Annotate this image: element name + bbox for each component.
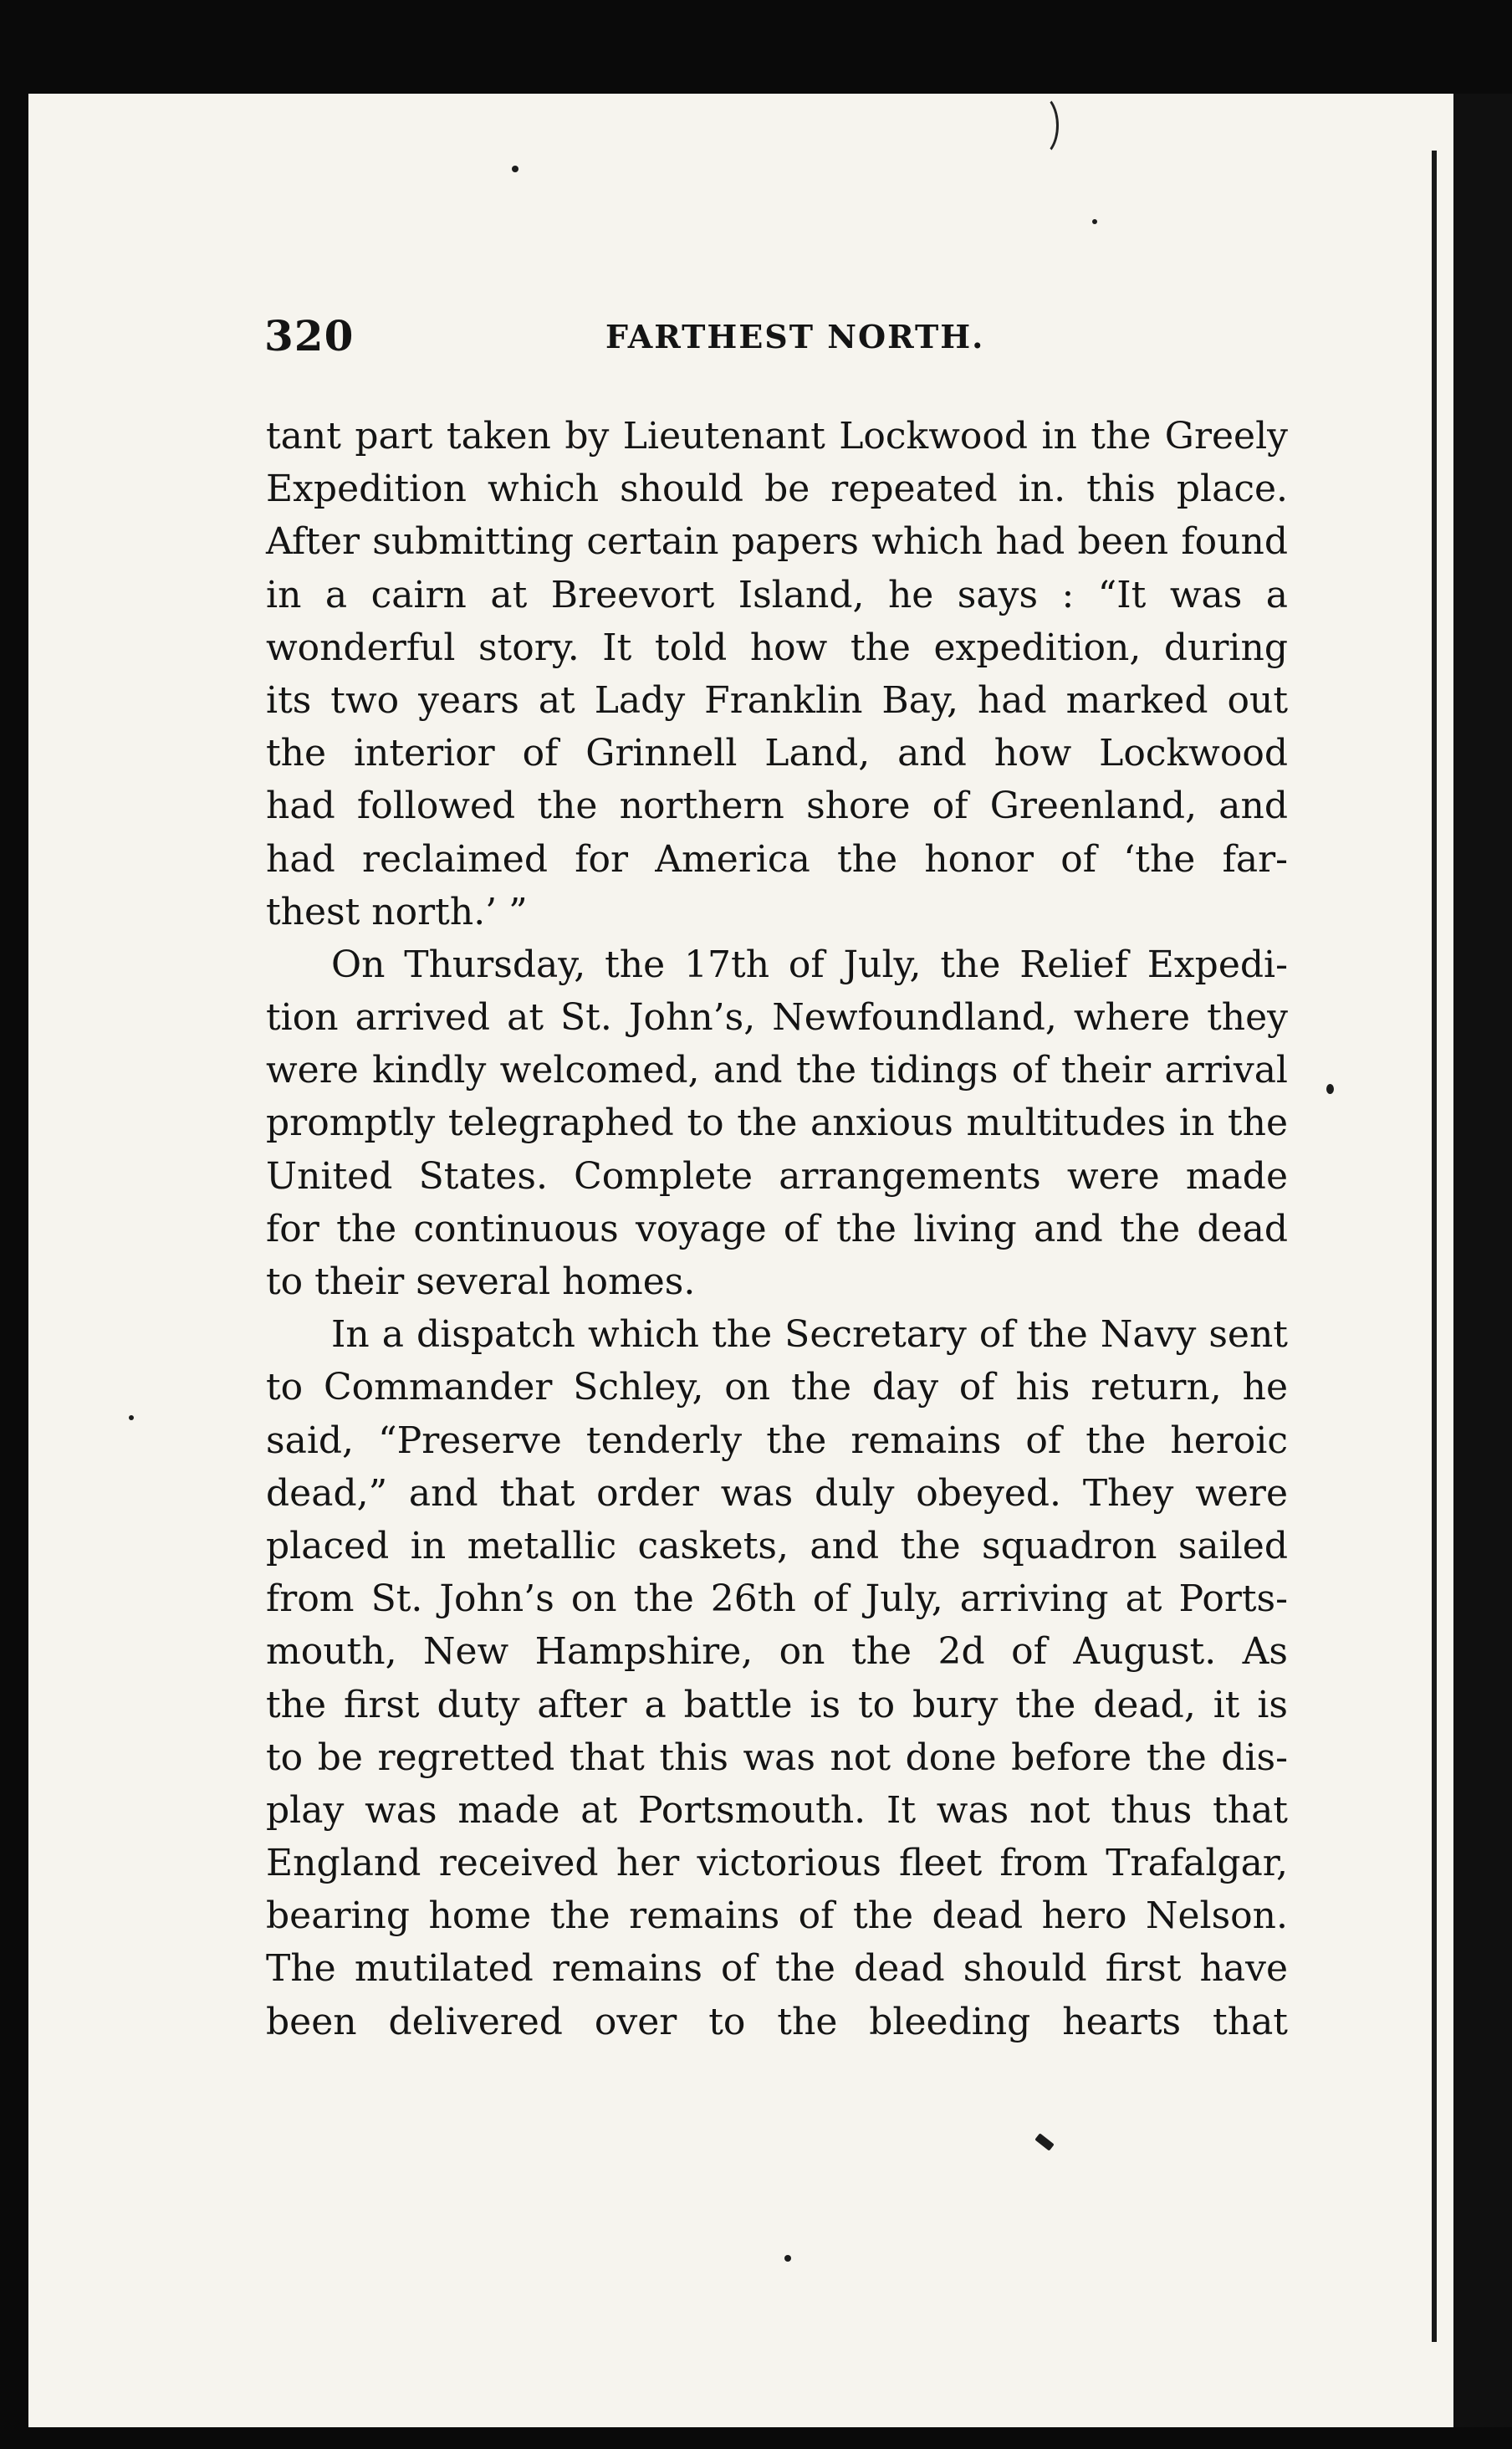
text-line: Expedition which should be repeated in. this place. — [266, 468, 1288, 511]
text-line: in a cairn at Breevort Island, he says : “It was a — [266, 573, 1288, 616]
text-line: play was made at Portsmouth. It was not thus that — [266, 1788, 1288, 1832]
page-number: 320 — [264, 311, 355, 360]
text-line: the first duty after a battle is to bury the dead, it is — [266, 1683, 1288, 1726]
paragraph-3 — [266, 1308, 1288, 2048]
running-head: FARTHEST NORTH. — [605, 318, 985, 355]
text-line: dead,” and that order was duly obeyed. They were — [266, 1471, 1288, 1515]
page-header — [264, 311, 1293, 370]
scan-speck — [784, 2255, 791, 2262]
text-line: had followed the northern shore of Greenland, and — [266, 785, 1288, 828]
book-spine-edge — [1453, 94, 1512, 2427]
text-line: tant part taken by Lieutenant Lockwood in the Greely — [266, 415, 1288, 458]
text-line: to their several homes. — [266, 1260, 696, 1303]
scan-speck — [512, 166, 518, 172]
scan-speck — [1092, 219, 1097, 224]
text-line: to be regretted that this was not done before the dis- — [266, 1736, 1288, 1779]
page-edge-line — [1432, 151, 1437, 2342]
text-line: wonderful story. It told how the expedition, during — [266, 626, 1288, 669]
text-line: its two years at Lady Franklin Bay, had marked out — [266, 678, 1288, 722]
text-line: were kindly welcomed, and the tidings of their arrival — [266, 1049, 1288, 1092]
text-line: In a dispatch which the Secretary of the Navy sent — [331, 1313, 1288, 1357]
pen-stroke-mark — [1020, 94, 1059, 157]
text-line: United States. Complete arrangements were made — [266, 1154, 1288, 1198]
text-line: been delivered over to the bleeding hearts that — [266, 2000, 1288, 2043]
text-line: After submitting certain papers which had been found — [266, 520, 1288, 564]
text-line: the interior of Grinnell Land, and how Lockwood — [266, 732, 1288, 775]
text-line: to Commander Schley, on the day of his return, he — [266, 1366, 1288, 1409]
text-line: mouth, New Hampshire, on the 2d of August. As — [266, 1630, 1288, 1674]
text-line: On Thursday, the 17th of July, the Relief Expedi- — [331, 943, 1288, 986]
paragraph-1 — [266, 410, 1288, 938]
text-line: tion arrived at St. John’s, Newfoundland, where they — [266, 996, 1288, 1040]
body-text — [266, 410, 1288, 2048]
paragraph-2 — [266, 938, 1288, 1308]
text-line: said, “Preserve tenderly the remains of the heroic — [266, 1419, 1288, 1462]
text-line: promptly telegraphed to the anxious multitudes in the — [266, 1102, 1288, 1145]
text-line: bearing home the remains of the dead hero Nelson. — [266, 1894, 1288, 1938]
text-line: placed in metallic caskets, and the squadron sailed — [266, 1524, 1288, 1567]
text-line: from St. John’s on the 26th of July, arriving at Ports- — [266, 1577, 1288, 1621]
text-line: for the continuous voyage of the living and the dead — [266, 1207, 1288, 1250]
text-line: The mutilated remains of the dead should first have — [266, 1947, 1288, 1991]
scan-speck — [129, 1415, 134, 1420]
text-line: thest north.’ ” — [266, 890, 528, 933]
text-line: England received her victorious fleet from Trafalgar, — [266, 1842, 1288, 1885]
scan-speck — [1326, 1084, 1334, 1094]
text-line: had reclaimed for America the honor of ‘the far- — [266, 837, 1288, 881]
